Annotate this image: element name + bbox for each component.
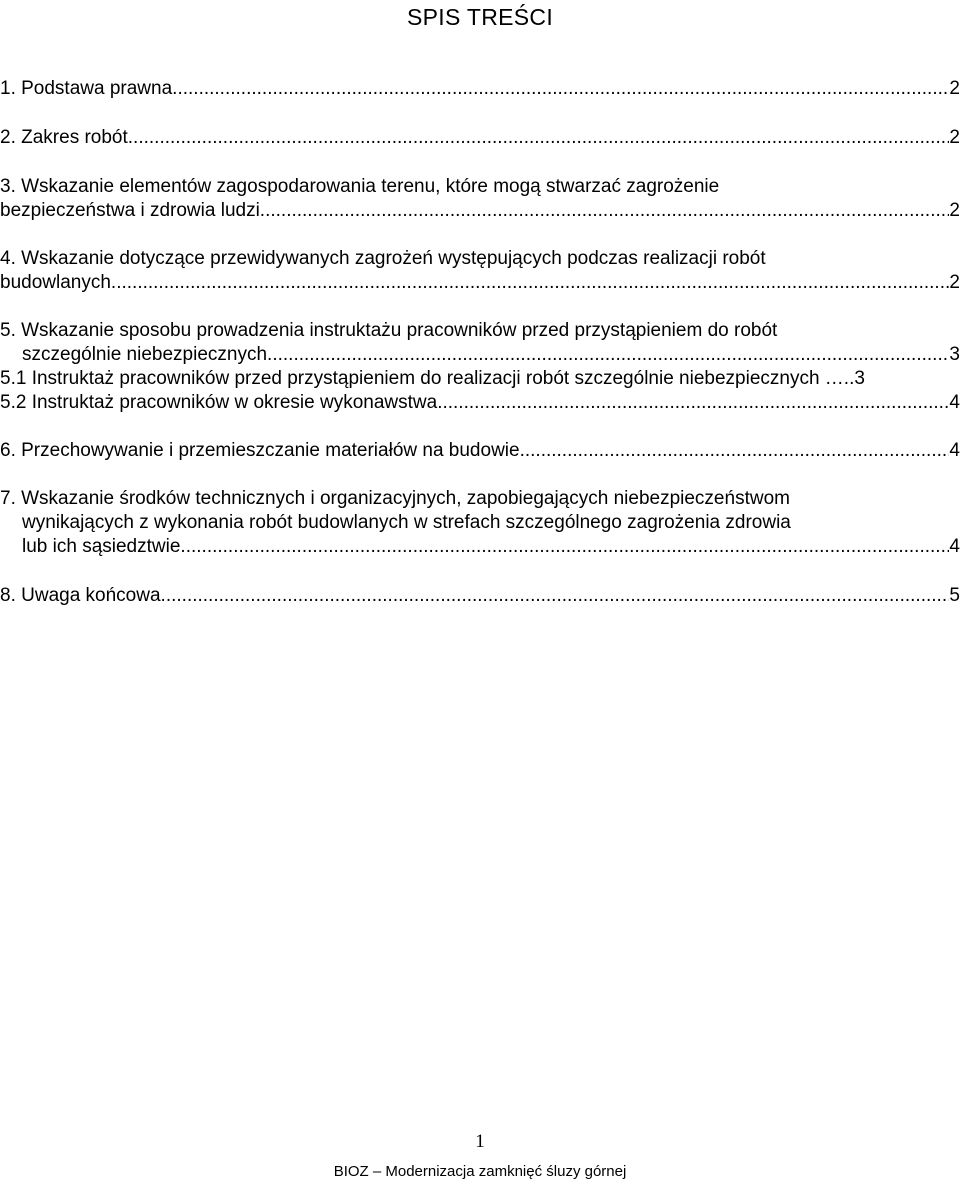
toc-entry-4	[0, 271, 960, 295]
toc-entry-text: 2. Zakres robót	[0, 127, 128, 148]
toc-entry-text: budowlanych.	[0, 272, 117, 293]
toc-entry-1	[0, 77, 960, 101]
toc-entry-page: 3	[949, 344, 960, 365]
toc-entry-page: 4	[949, 536, 960, 557]
toc-entry-page: 2	[949, 200, 960, 221]
toc-entry-5	[22, 343, 960, 367]
toc-entry-page: 4	[949, 392, 960, 413]
toc-entry-5-2	[0, 391, 960, 415]
toc-entry-7-line1: 7. Wskazanie środków technicznych i organizacyjnych, zapobiegających niebezpieczeństwom	[0, 488, 790, 509]
leader-dots	[520, 439, 950, 463]
leader-dots	[260, 199, 950, 223]
leader-dots	[166, 584, 950, 608]
page-number: 1	[475, 1131, 485, 1152]
toc-title: SPIS TREŚCI	[406, 4, 554, 30]
toc-entry-3	[0, 199, 960, 223]
toc-entry-5-1	[0, 367, 960, 391]
leader-dots	[128, 126, 950, 150]
leader-dots	[437, 391, 949, 415]
toc-entry-text: bezpieczeństwa i zdrowia ludzi	[0, 200, 260, 221]
leader-dots	[172, 77, 949, 101]
toc-entry-text: 1. Podstawa prawna	[0, 78, 173, 99]
toc-entry-text: szczególnie niebezpiecznych	[22, 344, 268, 365]
leader-dots	[116, 271, 949, 295]
toc-entry-3-line1: 3. Wskazanie elementów zagospodarowania terenu, które mogą stwarzać zagrożenie	[0, 176, 720, 197]
toc-entry-page: 4	[949, 440, 960, 461]
toc-entry-text: 5.1 Instruktaż pracowników przed przystąpieniem do realizacji robót szczególnie niebezpiecznych …..	[0, 368, 855, 389]
toc-entry-7-line2: wynikających z wykonania robót budowlanych w strefach szczególnego zagrożenia zdrowia	[22, 512, 791, 533]
toc-entry-page: 2	[949, 127, 960, 148]
toc-entry-5-line1: 5. Wskazanie sposobu prowadzenia instruktażu pracowników przed przystąpieniem do robót	[0, 320, 778, 341]
toc-entry-page: 3	[854, 368, 865, 389]
toc-entry-text: lub ich sąsiedztwie	[22, 536, 181, 557]
page-footer: BIOZ – Modernizacja zamknięć śluzy górnej	[333, 1163, 627, 1180]
toc-entry-6	[0, 439, 960, 463]
toc-entry-page: 2	[949, 272, 960, 293]
toc-entry-text: 5.2 Instruktaż pracowników w okresie wykonawstwa	[0, 392, 438, 413]
leader-dots	[180, 535, 949, 559]
toc-entry-text: 6. Przechowywanie i przemieszczanie materiałów na budowie	[0, 440, 520, 461]
leader-dots	[267, 343, 949, 367]
toc-entry-page: 5	[949, 585, 960, 606]
toc-entry-text: 8. Uwaga końcowa.	[0, 585, 166, 606]
toc-entry-4-line1: 4. Wskazanie dotyczące przewidywanych zagrożeń występujących podczas realizacji robót	[0, 248, 766, 269]
toc-entry-page: 2	[949, 78, 960, 99]
toc-entry-7	[22, 535, 960, 559]
toc-entry-8	[0, 584, 960, 608]
toc-entry-2	[0, 126, 960, 150]
